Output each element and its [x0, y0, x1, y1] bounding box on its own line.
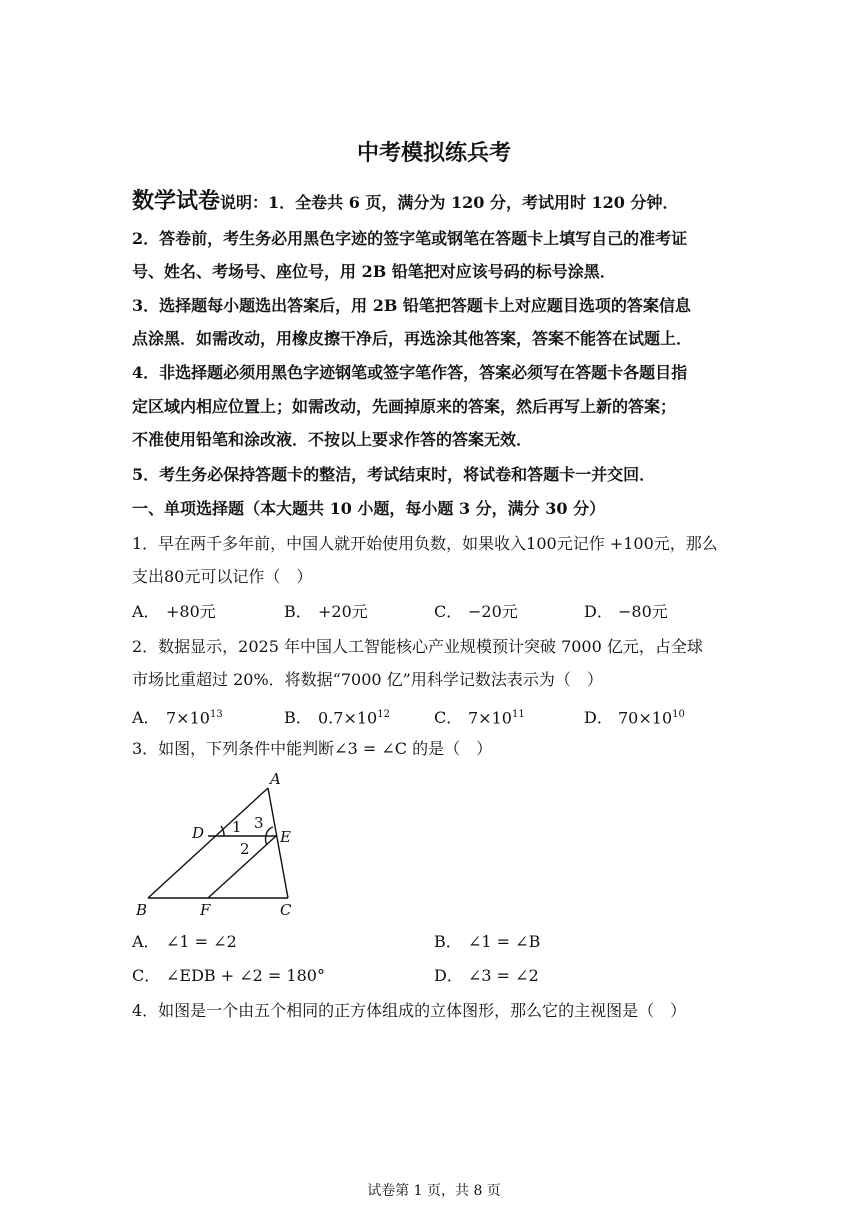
label-e: E	[280, 828, 291, 846]
label-c: C	[280, 901, 292, 919]
label-angle-2: 2	[240, 840, 250, 858]
subject-title: 数学试卷	[132, 188, 221, 214]
angle-3-arc	[266, 827, 273, 836]
question-2-text: 2．数据显示，2025 年中国人工智能核心产业规模预计突破 7000 亿元，占全球	[132, 637, 703, 656]
q1-option-a[interactable]: A． +80元	[132, 602, 216, 621]
exam-header	[132, 184, 679, 215]
label-f: F	[200, 901, 211, 919]
instruction-line: 定区域内相应位置上；如需改动，先画掉原来的答案，然后再写上新的答案；	[132, 397, 677, 416]
instruction-line: 4．非选择题必须用黑色字迹钢笔或签字笔作答，答案必须写在答题卡各题目指	[132, 363, 688, 382]
q2-option-c[interactable]: C． $7\times 10^{11}$	[434, 708, 525, 728]
angle-2-arc	[266, 836, 267, 845]
side-ab	[148, 788, 268, 898]
label-angle-1: 1	[232, 818, 242, 836]
q1-option-c[interactable]: C． −20元	[434, 602, 518, 621]
q2-option-b[interactable]: B． $0.7\times 10^{12}$	[284, 708, 390, 728]
section-heading: 一、单项选择题（本大题共 10 小题，每小题 3 分，满分 30 分）	[132, 499, 606, 518]
question-1-text: 1．早在两千多年前，中国人就开始使用负数，如果收入100元记作 +100元，那么	[132, 534, 718, 553]
label-d: D	[192, 824, 205, 842]
q2-option-d[interactable]: D． $70\times 10^{10}$	[584, 708, 685, 728]
label-a: A	[270, 770, 281, 788]
instruction-line: 3．选择题每小题选出答案后，用 2B 铅笔把答题卡上对应题目选项的答案信息	[132, 296, 691, 315]
q3-option-b[interactable]: B． ∠1 = ∠B	[434, 932, 541, 951]
q1-option-d[interactable]: D． −80元	[584, 602, 668, 621]
question-2-text: 市场比重超过 20%．将数据“7000 亿”用科学记数法表示为（ ）	[132, 670, 603, 689]
label-b: B	[136, 901, 148, 919]
q3-option-c[interactable]: C． ∠EDB + ∠2 = 180°	[132, 966, 325, 985]
instruction-line: 点涂黑．如需改动，用橡皮擦干净后，再选涂其他答案，答案不能答在试题上．	[132, 329, 693, 348]
instruction-line: 不准使用铅笔和涂改液．不按以上要求作答的答案无效．	[132, 430, 533, 449]
q2-option-a[interactable]: A． $7\times 10^{13}$	[132, 708, 223, 728]
question-4-text: 4．如图是一个由五个相同的正方体组成的立体图形，那么它的主视图是（ ）	[132, 1001, 687, 1020]
page-footer: 试卷第 1 页，共 8 页	[367, 1183, 501, 1199]
q1-option-b[interactable]: B． +20元	[284, 602, 368, 621]
note-line-1: 说明：1．全卷共 6 页，满分为 120 分，考试用时 120 分钟．	[220, 193, 679, 212]
instruction-line: 号、姓名、考场号、座位号，用 2B 铅笔把对应该号码的标号涂黑．	[132, 262, 616, 281]
q3-option-d[interactable]: D． ∠3 = ∠2	[434, 966, 539, 985]
instruction-line: 2．答卷前，考生务必用黑色字迹的签字笔或钢笔在答题卡上填写自己的准考证	[132, 229, 688, 248]
page-title: 中考模拟练兵考	[356, 140, 511, 166]
question-3-text: 3．如图，下列条件中能判断∠3 = ∠C 的是（ ）	[132, 739, 493, 758]
triangle-figure	[128, 770, 308, 922]
question-1-text: 支出80元可以记作（ ）	[132, 567, 313, 586]
instruction-line: 5．考生务必保持答题卡的整洁，考试结束时，将试卷和答题卡一并交回．	[132, 465, 656, 484]
q3-option-a[interactable]: A． ∠1 = ∠2	[132, 932, 237, 951]
label-angle-3: 3	[254, 814, 264, 832]
